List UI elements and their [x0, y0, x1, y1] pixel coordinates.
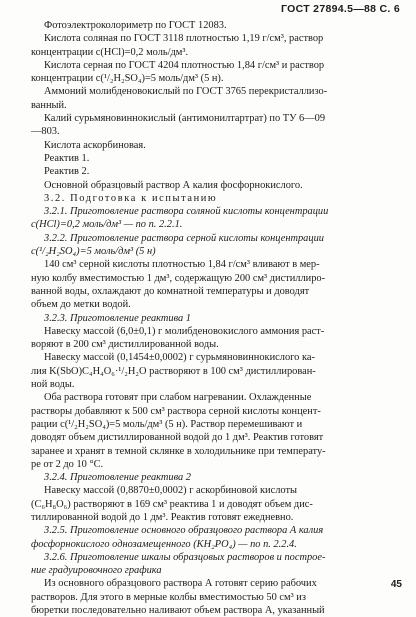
line-3: концентрации c(HCl)=0,2 моль/дм³. — [31, 46, 189, 58]
line-43: Из основного образцового раствора А готовят серию рабочих — [44, 578, 317, 590]
line-11: Реактив 1. — [44, 152, 90, 164]
line-36: Навеску массой (0,8870±0,0002) г аскорбиновой кислоты — [44, 485, 297, 497]
line-44: растворов. Для этого в мерные колбы вместимостью 50 см³ из — [31, 591, 306, 603]
line-24: Навеску массой (6,0±0,1) г молибденовокислого аммония раст- — [44, 325, 325, 337]
line-4: Кислота серная по ГОСТ 4204 плотностью 1,84 г/см³ и раствор — [44, 59, 325, 71]
line-29: Оба раствора готовят при слабом нагревании. Охлажденные — [44, 392, 312, 404]
line-19: 140 см³ серной кислоты плотностью 1,84 г/см³ вливают в мер- — [44, 259, 320, 271]
line-41: 3.2.6. Приготовление шкалы образцовых растворов и построе- — [44, 551, 326, 563]
line-25: воряют в 200 см³ дистиллированной воды. — [31, 339, 219, 351]
line-21: ванной воды, охлаждают до комнатной температуры и доводят — [31, 285, 310, 297]
line-39: 3.2.5. Приготовление основного образцового раствора А калия — [44, 525, 324, 537]
line-10: Кислота аскорбиновая. — [44, 139, 146, 151]
line-37: (C₆H₈O₆) растворяют в 169 см³ реактива 1 и доводят объем дис- — [31, 498, 313, 510]
line-23: 3.2.3. Приготовление реактива 1 — [44, 312, 192, 324]
line-13: Основной образцовый раствор А калия фосфорнокислого. — [44, 179, 303, 191]
line-6: Аммоний молибденовокислый по ГОСТ 3765 перекристаллизо- — [44, 86, 328, 98]
line-9: —803. — [31, 126, 60, 138]
section-heading-3-2: 3.2. Подготовка к испытанию — [44, 192, 218, 204]
line-5: концентрации c(¹/₂H₂SO₄)=5 моль/дм³ (5 н). — [31, 73, 224, 85]
line-27: лия K(SbO)C₄H₄O₆·¹/₂H₂O растворяют в 100 см³ дистиллирован- — [31, 365, 316, 377]
line-7: ванный. — [31, 99, 67, 111]
line-30: растворы добавляют к 500 см³ раствора серной кислоты концент- — [31, 405, 321, 417]
line-28: ной воды. — [31, 379, 75, 391]
line-8: Калий сурьмяновиннокислый (антимонилтартрат) по ТУ 6—09 — [44, 113, 326, 125]
line-31: рации c(¹/₂H₂SO₄)=5 моль/дм³ (5 н). Раствор перемешивают и — [31, 418, 303, 430]
line-2: Кислота соляная по ГОСТ 3118 плотностью 1,19 г/см³, раствор — [44, 33, 324, 45]
line-18: c(¹/₂H₂SO₄)=5 моль/дм³ (5 н) — [31, 246, 156, 258]
line-12: Реактив 2. — [44, 166, 90, 178]
line-1: Фотоэлектроколориметр по ГОСТ 12083. — [44, 20, 227, 31]
line-34: ре от 2 до 10 °С. — [31, 458, 104, 470]
line-16: c(HCl)=0,2 моль/дм³ — по п. 2.2.1. — [31, 219, 183, 231]
line-15: 3.2.1. Приготовление раствора соляной кислоты концентрации — [44, 206, 329, 218]
line-35: 3.2.4. Приготовление реактива 2 — [44, 472, 192, 484]
line-22: объем до метки водой. — [31, 299, 131, 311]
line-42: ние градуировочного графика — [31, 565, 162, 577]
line-38: тиллированной водой до 1 дм³. Реактив готовят ежедневно. — [31, 511, 294, 523]
page-number: 45 — [390, 579, 402, 590]
line-45: бюретки последовательно наливают объем раствора А, указанный — [31, 605, 325, 617]
page-header: ГОСТ 27894.5—88 С. 6 — [281, 3, 400, 15]
line-32: доводят объем дистиллированной водой до 1 дм³. Реактив готовят — [31, 432, 324, 444]
line-26: Навеску массой (0,1454±0,0002) г сурьмяновиннокислого ка- — [44, 352, 315, 364]
line-33: заранее и хранят в темной склянке в холодильнике при температу- — [31, 445, 326, 457]
line-40: фосфорнокислого однозамещенного (KH₂PO₄) — по п. 2.2.4. — [31, 538, 297, 550]
line-20: ную колбу вместимостью 1 дм³, содержащую 200 см³ дистиллиро- — [31, 272, 326, 284]
document-body — [31, 19, 394, 617]
line-17: 3.2.2. Приготовление раствора серной кислоты концентрации — [44, 232, 324, 244]
